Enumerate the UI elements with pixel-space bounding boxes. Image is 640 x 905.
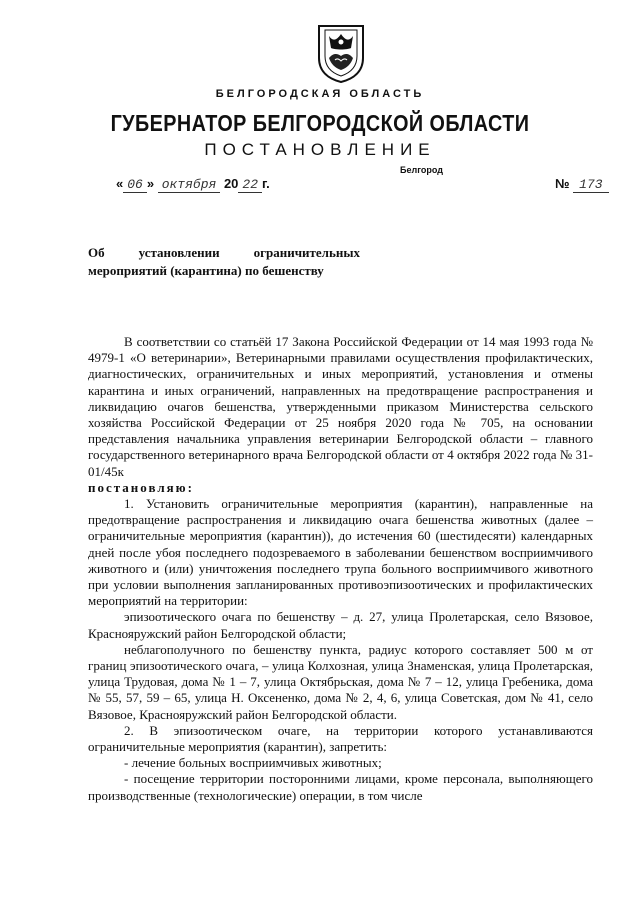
paragraph-unsafe-point: неблагополучного по бешенству пункта, радиус которого составляет 500 м от границ эпизоотического очага, – улица Колхозная, улица Знаменская, улица Пролетарская, улица Трудовая, дома № 1 – 7, улица Октябрьская, дома № 7 – 12, улица Гребеника, дома № 55, 57, 59 – 65, улица Н. Оксененко, дома № 2, 4, 6, улица Советская, дом № 41, село Вязовое, Краснояружский район Белгородской области. [88,641,593,722]
list-item-treatment: - лечение больных восприимчивых животных; [124,755,382,771]
date-year-unit: г. [262,176,270,191]
date-close-quote: » [146,176,155,191]
date-open-quote: « [116,176,124,191]
document-date [116,176,270,192]
date-year-prefix: 20 [223,176,239,191]
list-item-visits: - посещение территории посторонними лицами, кроме персонала, выполняющего производственные (технологические) операции, в том числе [88,771,593,803]
date-day: 06 [123,177,147,193]
city-name: Белгород [400,165,443,175]
coat-of-arms-icon [315,22,367,84]
subject-line-1: Об установлении ограничительных [88,245,360,260]
document-type: ПОСТАНОВЛЕНИЕ [204,140,436,159]
document-number [555,176,609,192]
issuer-title: ГУБЕРНАТОР БЕЛГОРОДСКОЙ ОБЛАСТИ [110,110,530,136]
subject-line-2: мероприятий (карантина) по бешенству [88,263,324,278]
number-label: № [555,176,570,191]
region-name: БЕЛГОРОДСКАЯ ОБЛАСТЬ [215,88,425,100]
paragraph-1: 1. Установить ограничительные мероприятия (карантин), направленные на предотвращение распространения и ликвидацию очага бешенства животных (далее – ограничительные мероприятия (карантин)), до истечения 60 (шестидесяти) календарных дней после убоя последнего подозреваемого в заболевании бешенством восприимчивого животного и (или) уничтожения последнего трупа больного восприимчивого животного при условии выполнения запланированных противоэпизоотических и профилактических мероприятий на территории: [88,496,593,609]
paragraph-focus: эпизоотического очага по бешенству – д. 27, улица Пролетарская, село Вязовое, Краснояружский район Белгородской области; [88,609,593,641]
date-year-suffix: 22 [238,177,262,193]
number-value: 173 [573,177,608,193]
decree-subject [88,244,360,280]
date-month: октября [158,177,221,193]
paragraph-2: 2. В эпизоотическом очаге, на территории которого устанавливаются ограничительные мероприятия (карантин), запретить: [88,722,593,755]
preamble-paragraph: В соответствии со статьёй 17 Закона Российской Федерации от 14 мая 1993 года № 4979-1 «О ветеринарии», Ветеринарными правилами осуществления профилактических, диагностических, ограничительных и иных мероприятий, установления и отмены карантина и иных ограничений, направленных на предотвращение распространения и ликвидацию очагов бешенства, утвержденными приказом Министерства сельского хозяйства Российской Федерации от 25 ноября 2020 года № 705, на основании представления начальника управления ветеринарии Белгородской области – главного государственного ветеринарного врача Белгородской области от 4 октября 2022 года № 31-01/45к [88,334,593,479]
decrees-word: постановляю: [88,479,194,495]
decree-body [88,334,593,804]
